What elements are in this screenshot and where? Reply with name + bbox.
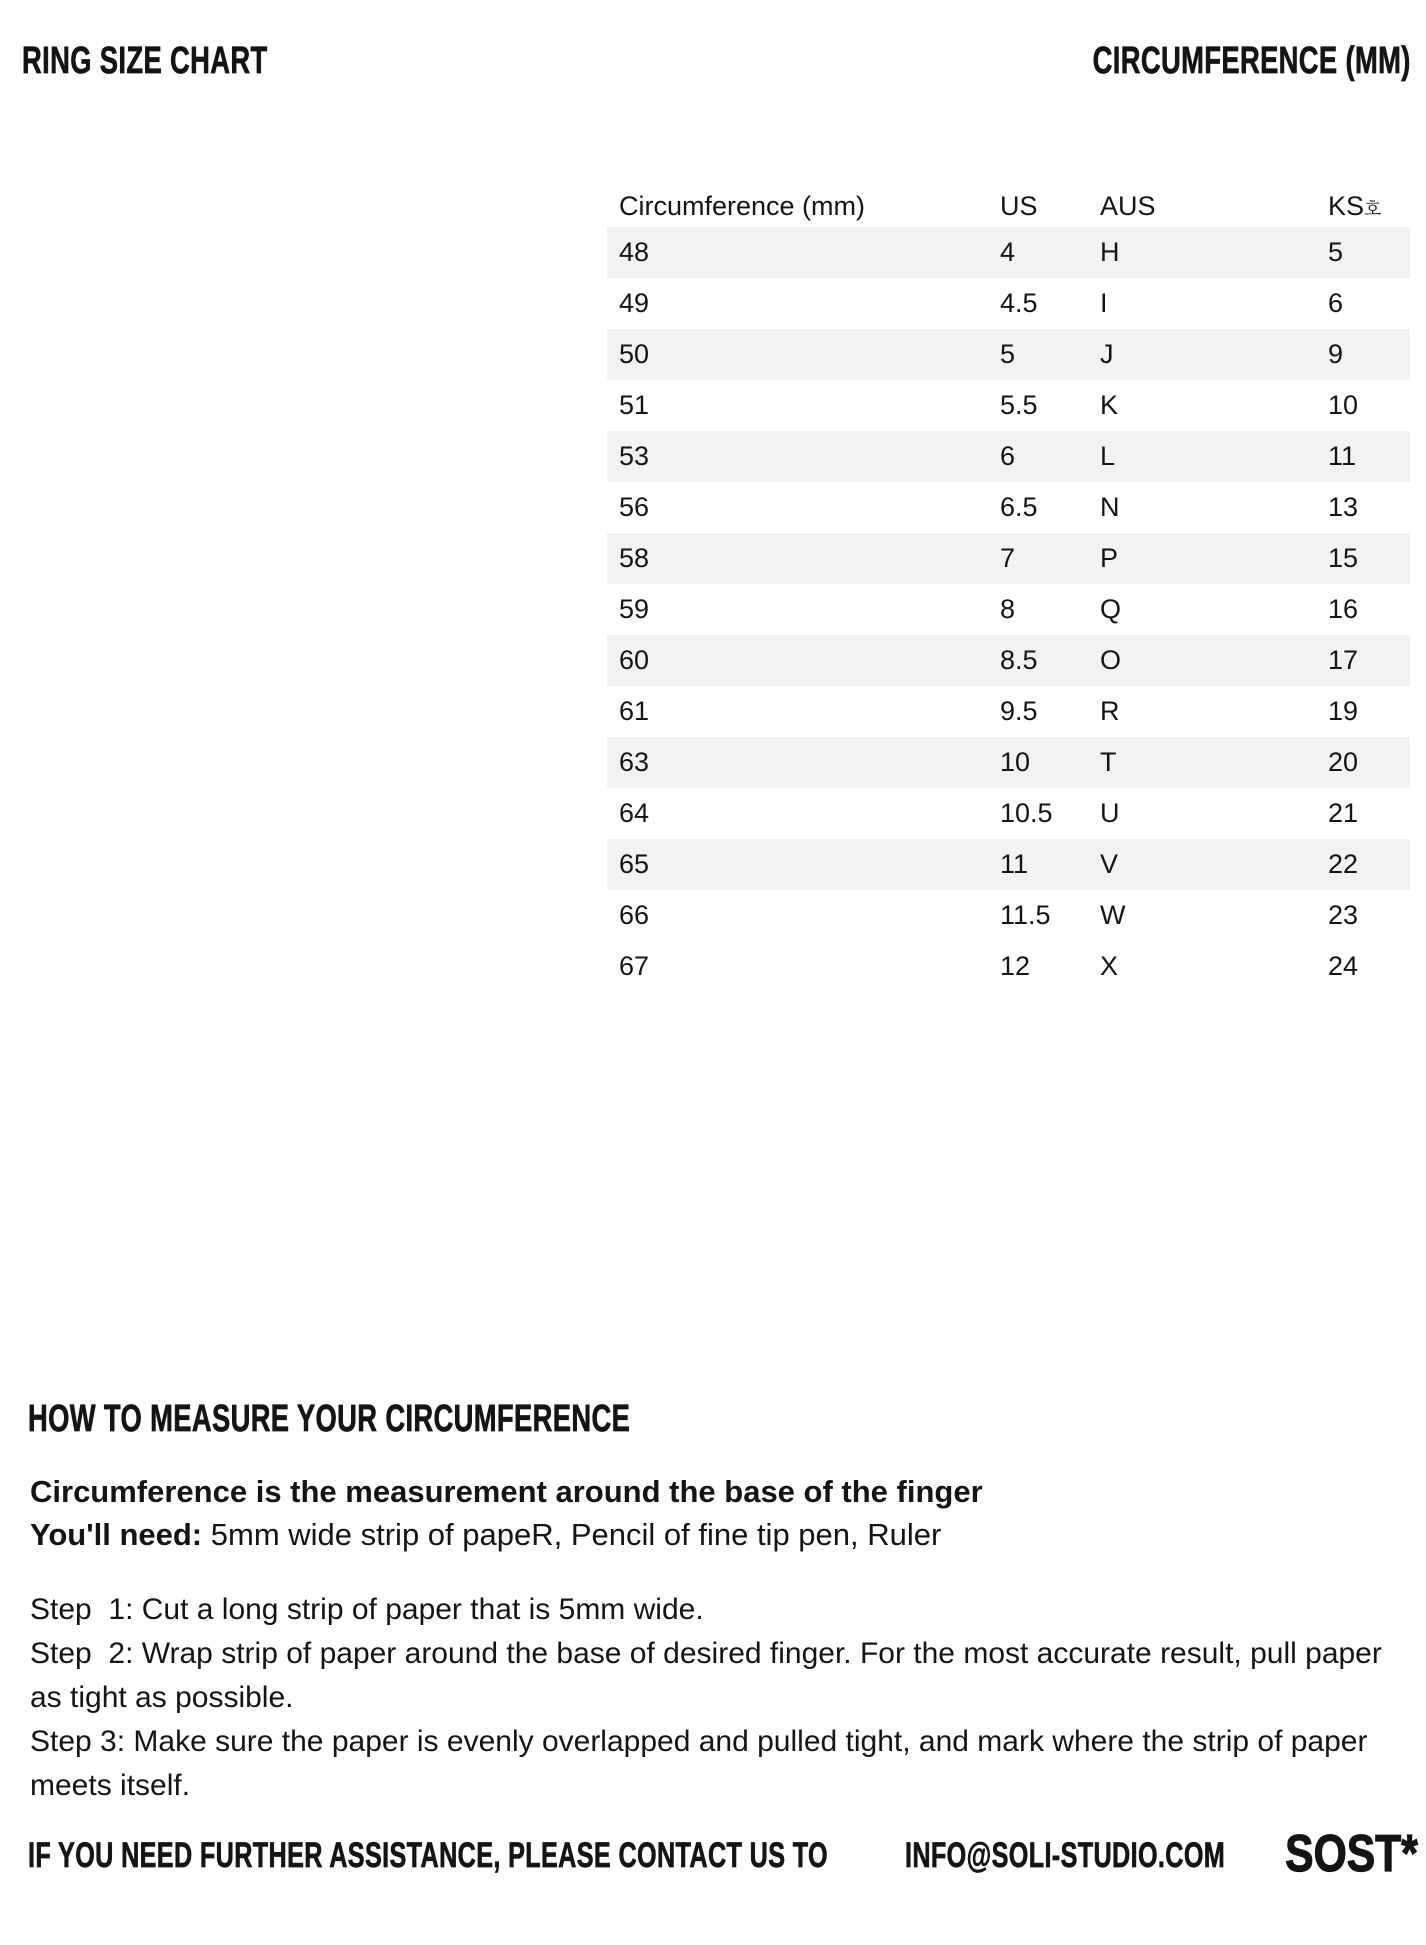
step-1: Step 1: Cut a long strip of paper that is 5mm wide. [30,1593,704,1626]
cell-ks: 24 [1328,951,1359,981]
column-header-us: US [1000,190,1038,221]
table-row [607,584,1410,635]
table-row [607,941,1410,992]
cell-us: 5.5 [1000,390,1038,420]
cell-circumference: 64 [619,798,650,828]
howto-section-heading [28,1398,864,1441]
table-row [607,533,1410,584]
cell-ks: 21 [1328,798,1359,828]
step-3: Step 3: Make sure the paper is evenly overlapped and pulled tight, and mark where the strip of paper meets itself. [30,1725,1376,1802]
cell-circumference: 67 [619,951,650,981]
table-row [607,839,1410,890]
ring-size-table [607,185,1410,992]
cell-aus: P [1100,543,1119,573]
materials-text: 5mm wide strip of papeR, Pencil of fine tip pen, Ruler [202,1517,942,1552]
step-2: Step 2: Wrap strip of paper around the base of desired finger. For the most accurate result, pull paper as tight as possible. [30,1637,1391,1714]
ks-label-sub: 호 [1364,198,1382,219]
cell-circumference: 53 [619,441,650,471]
cell-aus: I [1100,288,1108,318]
cell-ks: 16 [1328,594,1359,624]
page-title-text: RING SIZE CHART [22,40,268,82]
table-row [607,329,1410,380]
cell-aus: K [1100,390,1119,420]
howto-heading-text: HOW TO MEASURE YOUR CIRCUMFERENCE [28,1398,631,1440]
cell-aus: L [1100,441,1116,471]
sost-logo: SOST* [1285,1825,1418,1883]
materials-label: You'll need: [30,1517,203,1552]
materials-line [30,1513,1410,1557]
measurement-steps [30,1588,1402,1808]
table-header-row [607,185,1410,227]
circumference-definition: Circumference is the measurement around the base of the finger [30,1474,983,1509]
table-row [607,737,1410,788]
cell-ks: 15 [1328,543,1359,573]
cell-ks: 11 [1328,441,1357,471]
page-subtitle [969,40,1411,83]
contact-email-text: INFO@SOLI-STUDIO.COM [905,1836,1226,1875]
cell-circumference: 56 [619,492,650,522]
cell-us: 10 [1000,747,1031,777]
cell-aus: O [1100,645,1122,675]
cell-ks: 13 [1328,492,1359,522]
cell-ks: 9 [1328,339,1344,369]
cell-us: 6.5 [1000,492,1038,522]
assistance-note-text: IF YOU NEED FURTHER ASSISTANCE, PLEASE CONTACT US TO [28,1836,828,1875]
cell-ks: 10 [1328,390,1359,420]
cell-circumference: 66 [619,900,650,930]
cell-circumference: 49 [619,288,650,318]
cell-us: 4 [1000,237,1016,267]
table-row [607,482,1410,533]
table-row [607,635,1410,686]
cell-circumference: 51 [619,390,650,420]
cell-us: 11.5 [1000,900,1051,930]
cell-us: 6 [1000,441,1016,471]
cell-us: 9.5 [1000,696,1038,726]
cell-aus: Q [1100,594,1122,624]
cell-circumference: 50 [619,339,650,369]
cell-ks: 17 [1328,645,1359,675]
page-title [22,40,363,83]
cell-ks: 6 [1328,288,1344,318]
cell-circumference: 48 [619,237,650,267]
cell-aus: X [1100,951,1119,981]
cell-circumference: 60 [619,645,650,675]
cell-aus: V [1100,849,1119,879]
cell-ks: 20 [1328,747,1359,777]
cell-us: 8 [1000,594,1016,624]
page-subtitle-text: CIRCUMFERENCE (MM) [1092,40,1411,82]
cell-us: 10.5 [1000,798,1053,828]
table-row [607,686,1410,737]
column-header-ks [1328,191,1410,222]
table-row [607,278,1410,329]
table-row [607,227,1410,278]
column-header-aus: AUS [1100,190,1156,221]
cell-circumference: 65 [619,849,650,879]
cell-circumference: 58 [619,543,650,573]
cell-us: 4.5 [1000,288,1038,318]
ks-label-main: KS [1328,190,1365,221]
cell-ks: 5 [1328,237,1344,267]
table-row [607,890,1410,941]
cell-circumference: 59 [619,594,650,624]
cell-aus: U [1100,798,1120,828]
table-row [607,380,1410,431]
cell-aus: J [1100,339,1114,369]
cell-aus: R [1100,696,1120,726]
cell-aus: H [1100,237,1120,267]
cell-ks: 19 [1328,696,1359,726]
cell-circumference: 61 [619,696,650,726]
cell-circumference: 63 [619,747,650,777]
cell-us: 5 [1000,339,1016,369]
column-header-circumference: Circumference (mm) [619,190,866,221]
cell-ks: 23 [1328,900,1359,930]
cell-us: 11 [1000,849,1029,879]
cell-ks: 22 [1328,849,1359,879]
cell-us: 7 [1000,543,1016,573]
contact-email [905,1836,1350,1876]
table-row [607,788,1410,839]
cell-us: 8.5 [1000,645,1038,675]
cell-aus: N [1100,492,1120,522]
cell-us: 12 [1000,951,1031,981]
cell-aus: T [1100,747,1117,777]
cell-aus: W [1100,900,1126,930]
table-row [607,431,1410,482]
